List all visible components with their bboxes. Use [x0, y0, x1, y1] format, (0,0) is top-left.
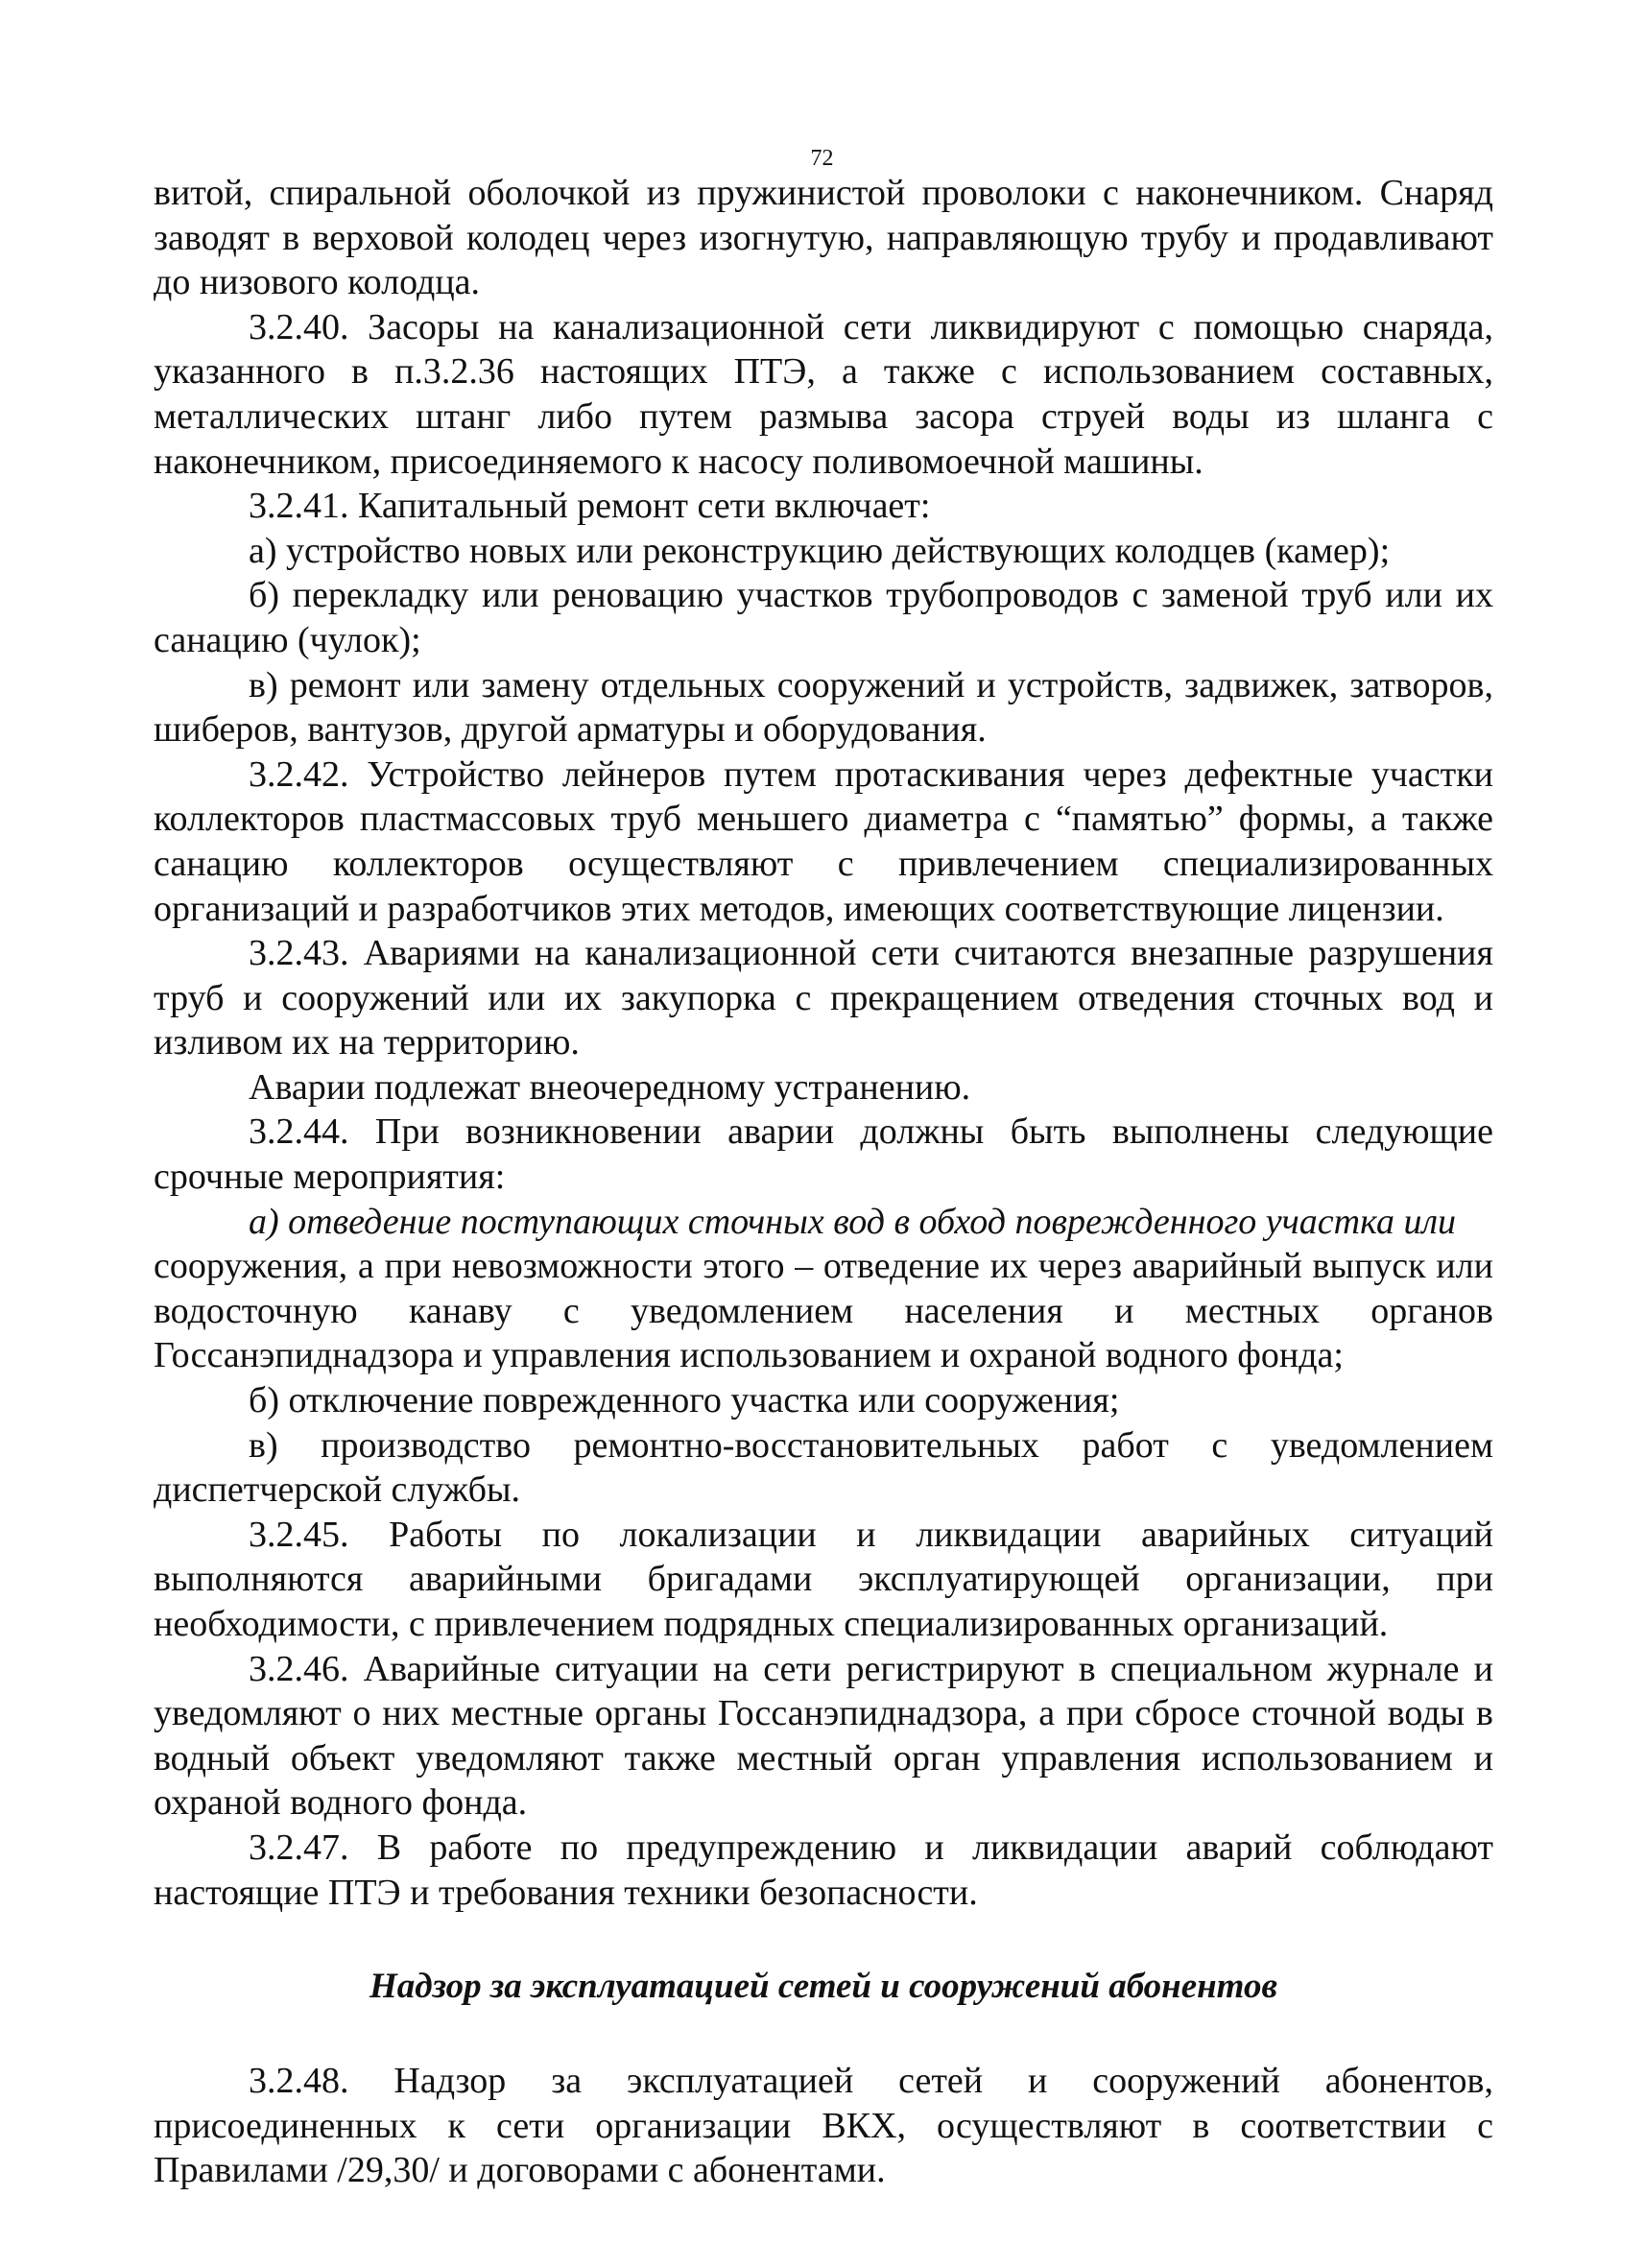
list-item-b: б) перекладку или реновацию участков трубопроводов с заменой труб или их санацию (чулок);: [154, 575, 1493, 660]
paragraph-3-2-45: 3.2.45. Работы по локализации и ликвидации аварийных ситуаций выполняются аварийными бригадами эксплуатирующей организации, при необходимости, с привлечением подрядных специализированных организаций.: [154, 1514, 1493, 1644]
paragraph-3-2-47: 3.2.47. В работе по предупреждению и ликвидации аварий соблюдают настоящие ПТЭ и требования техники безопасности.: [154, 1826, 1493, 1913]
paragraph-3-2-43: 3.2.43. Авариями на канализационной сети считаются внезапные разрушения труб и сооружений или их закупорка с прекращением отведения сточных вод и изливом их на территорию.: [154, 933, 1493, 1063]
emergency-item-a-continuation: сооружения, а при невозможности этого – отведение их через аварийный выпуск или водосточную канаву с уведомлением населения и местных органов Госсанэпиднадзора и управления использованием и охраной водного фонда;: [154, 1246, 1493, 1376]
paragraph-3-2-46: 3.2.46. Аварийные ситуации на сети регистрируют в специальном журнале и уведомляют о них местные органы Госсанэпиднадзора, а при сбросе сточной воды в водный объект уведомляют также местный орган управления использованием и охраной водного фонда.: [154, 1648, 1493, 1824]
paragraph-3-2-42: 3.2.42. Устройство лейнеров путем протаскивания через дефектные участки коллекторов пластмассовых труб меньшего диаметра с “памятью” формы, а также санацию коллекторов осуществляют с привлечением специализированных организаций и разработчиков этих методов, имеющих соответствующие лицензии.: [154, 753, 1493, 929]
paragraph-3-2-44: 3.2.44. При возникновении аварии должны быть выполнены следующие срочные мероприятия:: [154, 1111, 1493, 1198]
paragraph-3-2-48: 3.2.48. Надзор за эксплуатацией сетей и сооружений абонентов, присоединенных к сети организации ВКХ, осуществляют в соответствии с Правилами /29,30/ и договорами с абонентами.: [154, 2061, 1493, 2191]
emergency-item-b: б) отключение поврежденного участка или сооружения;: [249, 1380, 1120, 1421]
paragraph-3-2-40: 3.2.40. Засоры на канализационной сети ликвидируют с помощью снаряда, указанного в п.3.2.36 настоящих ПТЭ, а также с использованием составных, металлических штанг либо путем размыва засора струей воды из шланга с наконечником, присоединяемого к насосу поливомоечной машины.: [154, 306, 1493, 482]
page-body: [154, 171, 1493, 2193]
paragraph-accidents-note: Аварии подлежат внеочередному устранению.: [249, 1066, 971, 1108]
paragraph-3-2-41: 3.2.41. Капитальный ремонт сети включает:: [249, 486, 931, 527]
paragraph-continuation: витой, спиральной оболочкой из пружинистой проволоки с наконечником. Снаряд заводят в верховой колодец через изогнутую, направляющую трубу и продавливают до низового колодца.: [154, 173, 1493, 303]
emergency-item-a-italic: а) отведение поступающих сточных вод в обход поврежденного участка или: [249, 1201, 1457, 1242]
list-item-a: а) устройство новых или реконструкцию действующих колодцев (камер);: [249, 530, 1391, 571]
section-heading: Надзор за эксплуатацией сетей и сооружений абонентов: [369, 1967, 1277, 2007]
emergency-item-v: в) производство ремонтно-восстановительных работ с уведомлением диспетчерской службы.: [154, 1424, 1493, 1511]
list-item-v: в) ремонт или замену отдельных сооружений и устройств, задвижек, затворов, шиберов, вантузов, другой арматуры и оборудования.: [154, 664, 1493, 751]
page-number: 72: [810, 146, 834, 171]
